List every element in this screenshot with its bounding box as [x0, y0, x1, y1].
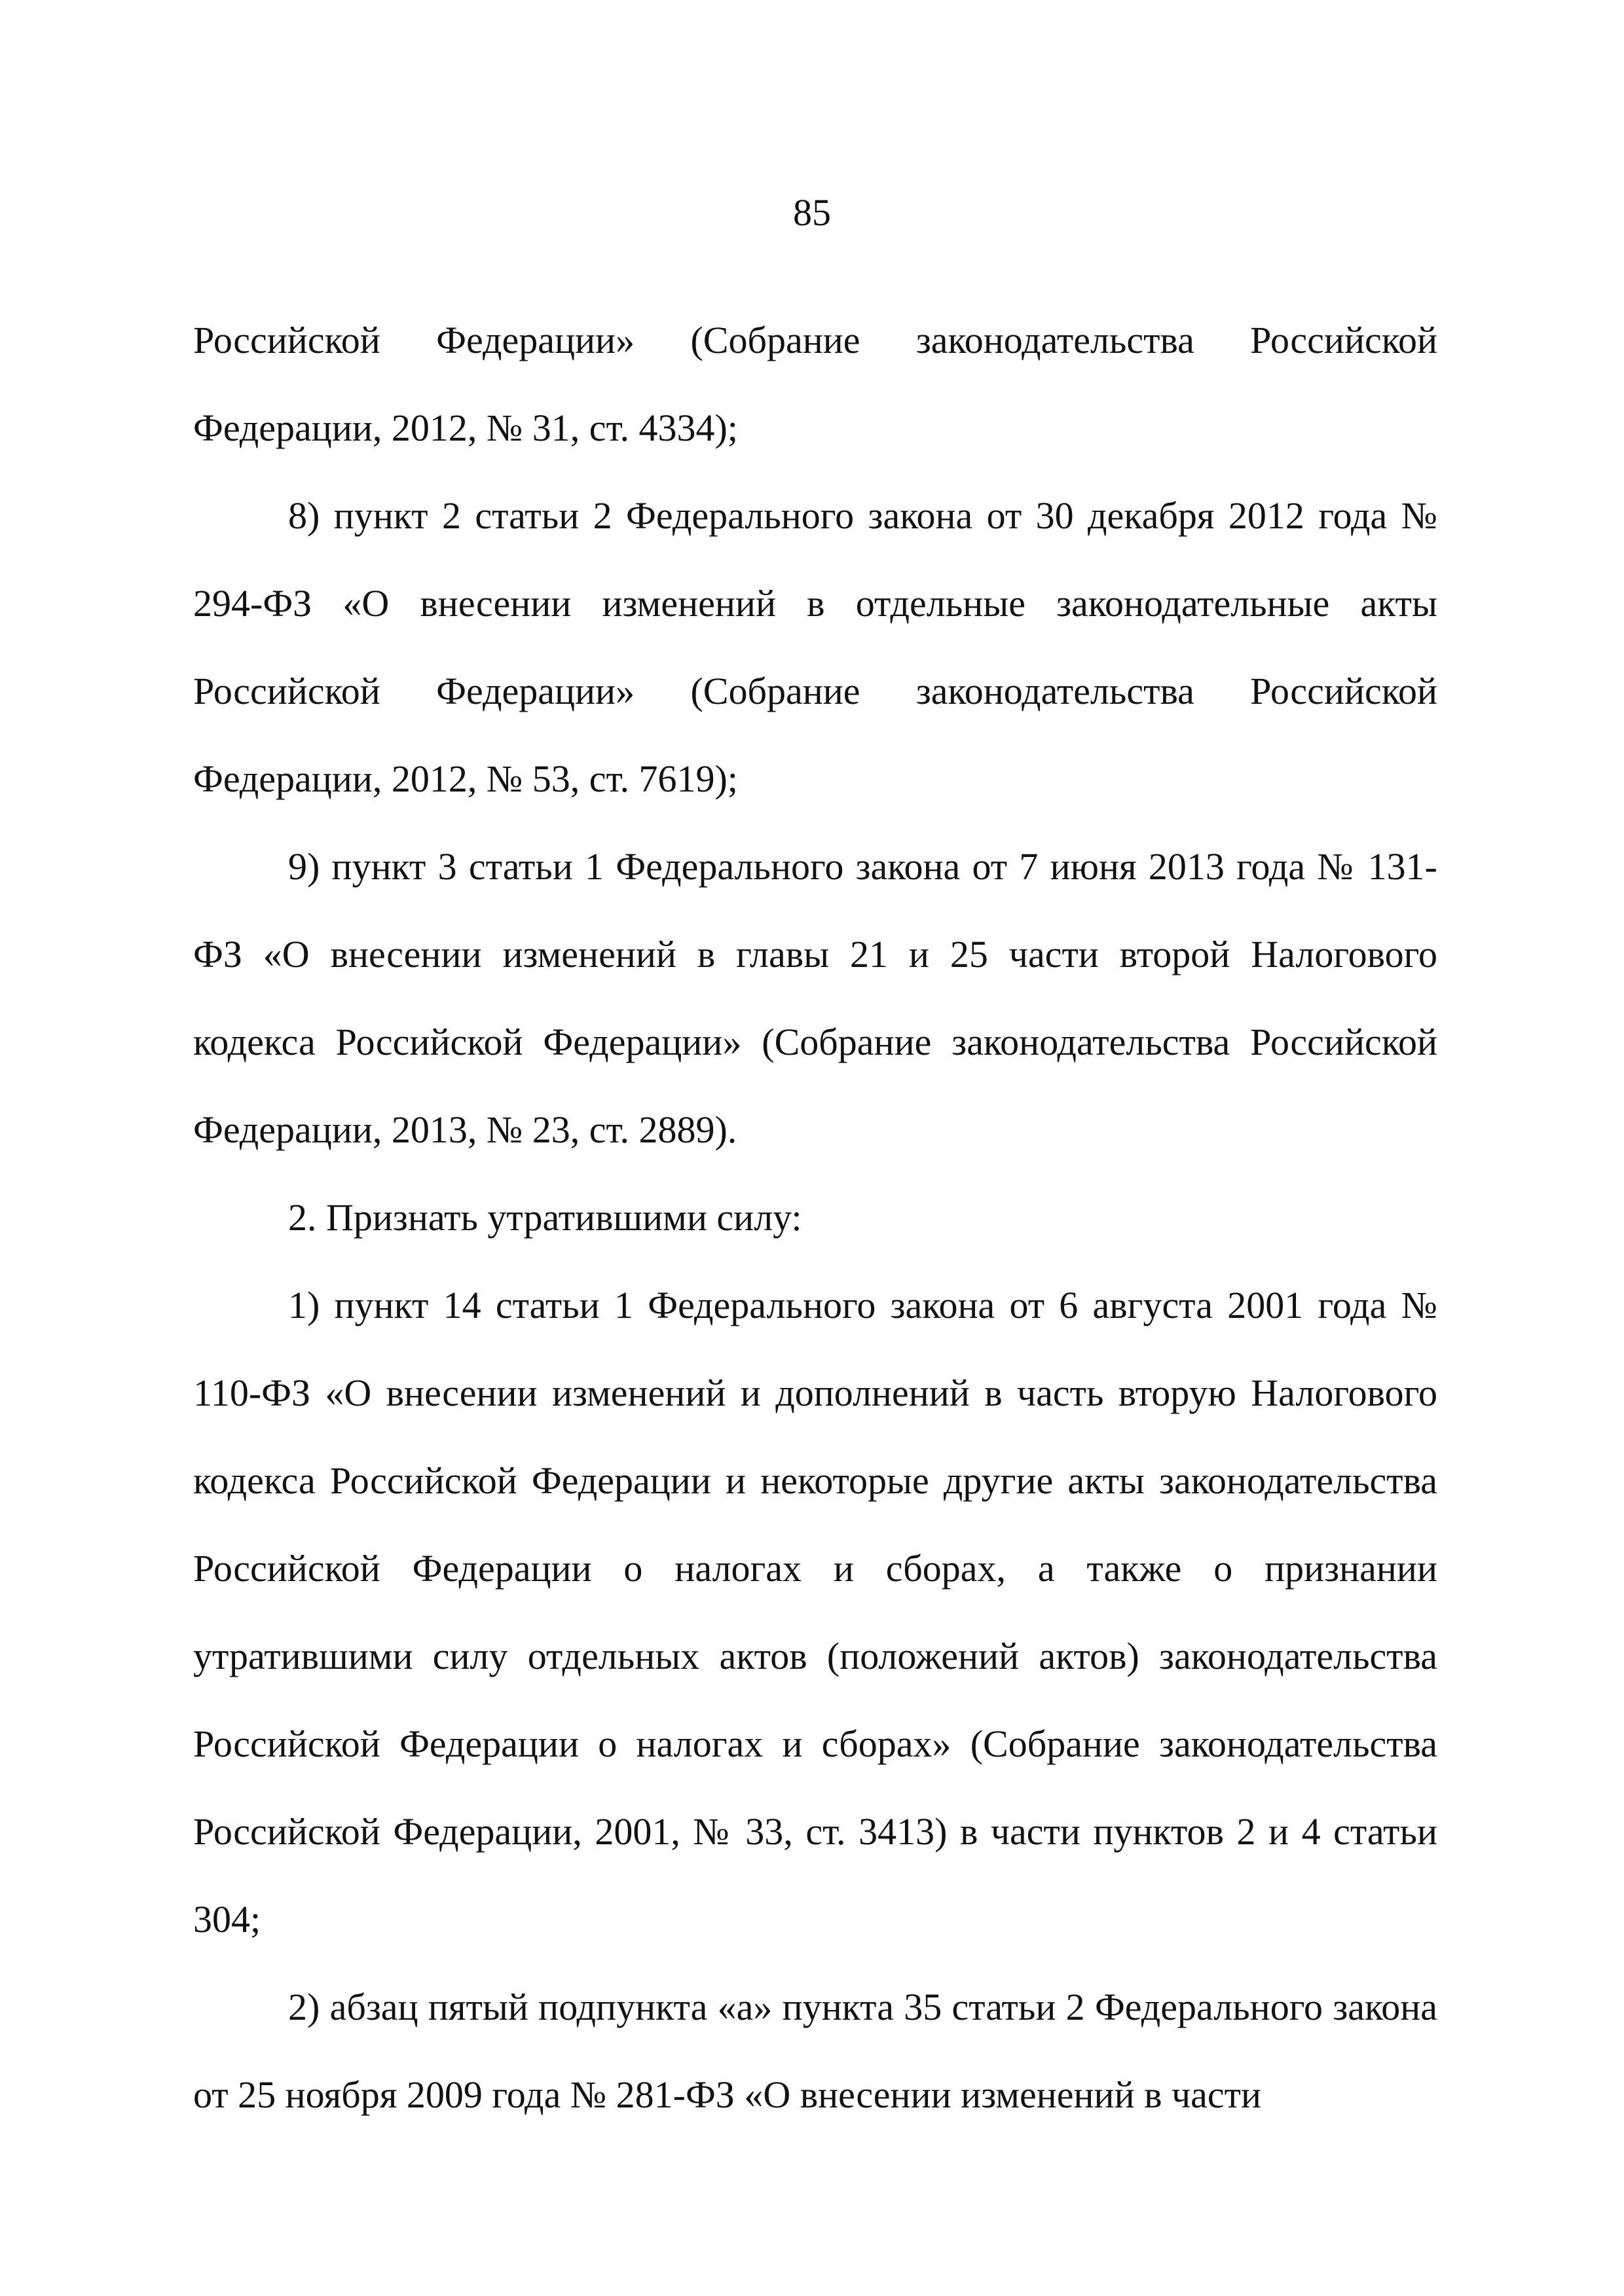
list-item-1: 1) пункт 14 статьи 1 Федерального закона от 6 августа 2001 года № 110-ФЗ «О внесении изменений и дополнений в часть вторую Налогового кодекса Российской Федерации и некоторые другие акты законодательства Российской Федерации о налогах и сборах, а также о признании утратившими силу отдельных актов (положений актов) законодательства Российской Федерации о налогах и сборах» (Собрание законодательства Российской Федерации, 2001, № 33, ст. 3413) в части пунктов 2 и 4 статьи 304; — [193, 1284, 1437, 1941]
page-number: 85 — [793, 191, 831, 234]
list-item-8: 8) пункт 2 статьи 2 Федерального закона от 30 декабря 2012 года № 294-ФЗ «О внесении изменений в отдельные законодательные акты Российской Федерации» (Собрание законодательства Российской Федерации, 2012, № 53, ст. 7619); — [193, 494, 1437, 800]
section-2-heading: 2. Признать утратившими силу: — [288, 1196, 802, 1239]
paragraph-continuation: Российской Федерации» (Собрание законодательства Российской Федерации, 2012, № 31, ст. 4334); — [193, 319, 1437, 449]
list-item-9: 9) пункт 3 статьи 1 Федерального закона от 7 июня 2013 года № 131-ФЗ «О внесении изменений в главы 21 и 25 части второй Налогового кодекса Российской Федерации» (Собрание законодательства Российской Федерации, 2013, № 23, ст. 2889). — [193, 845, 1437, 1151]
list-item-2: 2) абзац пятый подпункта «а» пункта 35 статьи 2 Федерального закона от 25 ноября 2009 года № 281-ФЗ «О внесении изменений в части — [193, 1986, 1437, 2116]
document-body — [193, 297, 1437, 2139]
